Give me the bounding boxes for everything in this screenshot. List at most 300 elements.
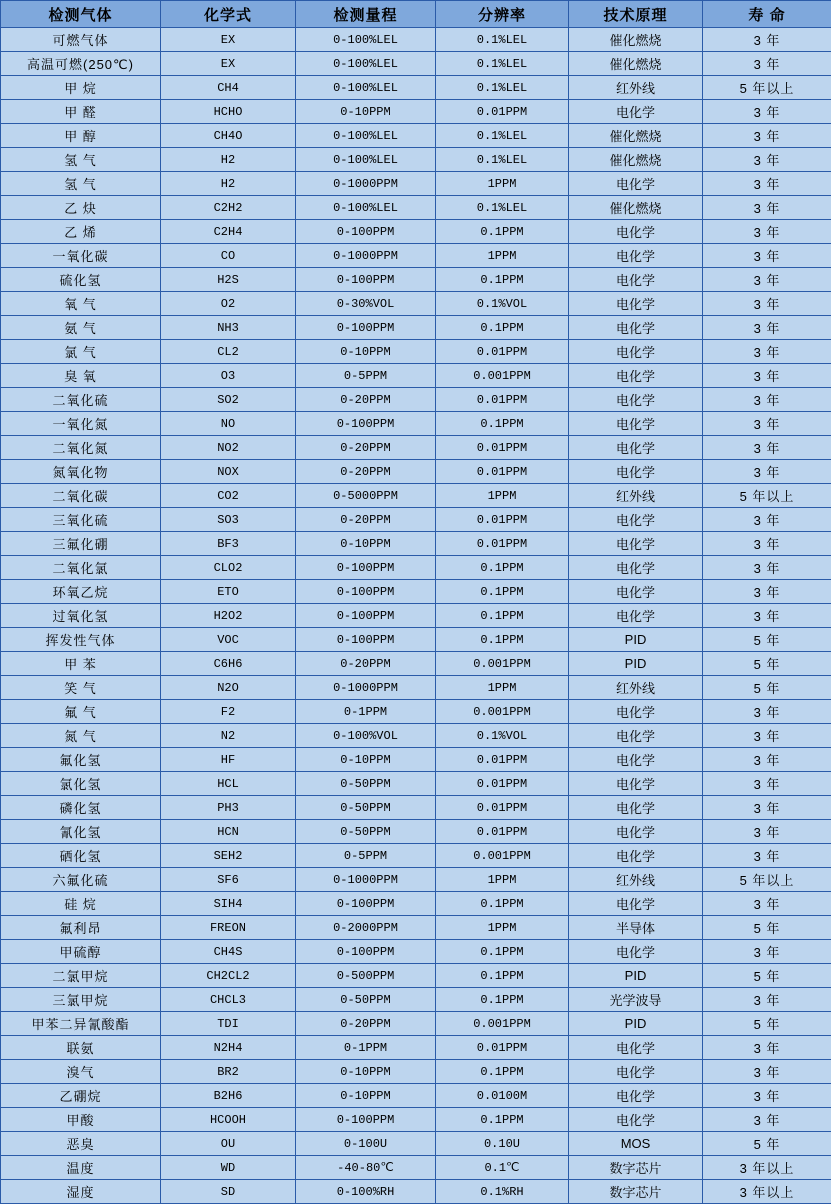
table-row: [1, 244, 831, 268]
cell-lifespan: 3 年: [703, 220, 831, 244]
cell-technology: 电化学: [569, 580, 703, 604]
cell-lifespan: 3 年: [703, 508, 831, 532]
cell-lifespan: 5 年: [703, 964, 831, 988]
cell-gas-name: 二氯甲烷: [1, 964, 161, 988]
cell-technology: 电化学: [569, 292, 703, 316]
cell-chemical-formula: CLO2: [161, 556, 296, 580]
cell-chemical-formula: WD: [161, 1156, 296, 1180]
table-row: [1, 124, 831, 148]
cell-chemical-formula: H2: [161, 148, 296, 172]
cell-gas-name: 溴气: [1, 1060, 161, 1084]
cell-technology: 数字芯片: [569, 1180, 703, 1204]
cell-gas-name: 挥发性气体: [1, 628, 161, 652]
table-row: [1, 196, 831, 220]
cell-resolution: 0.001PPM: [436, 700, 569, 724]
cell-gas-name: 六氟化硫: [1, 868, 161, 892]
table-row: [1, 628, 831, 652]
cell-lifespan: 3 年: [703, 580, 831, 604]
cell-technology: 电化学: [569, 244, 703, 268]
cell-technology: PID: [569, 1012, 703, 1036]
table-body: [1, 28, 831, 1204]
cell-technology: 电化学: [569, 772, 703, 796]
cell-resolution: 0.1PPM: [436, 556, 569, 580]
cell-detection-range: 0-100U: [296, 1132, 436, 1156]
cell-chemical-formula: SD: [161, 1180, 296, 1204]
cell-gas-name: 氨 气: [1, 316, 161, 340]
cell-resolution: 0.01PPM: [436, 388, 569, 412]
cell-technology: 电化学: [569, 268, 703, 292]
cell-technology: PID: [569, 964, 703, 988]
cell-chemical-formula: SIH4: [161, 892, 296, 916]
cell-technology: 电化学: [569, 820, 703, 844]
cell-lifespan: 3 年: [703, 556, 831, 580]
cell-detection-range: 0-100PPM: [296, 316, 436, 340]
cell-technology: 电化学: [569, 748, 703, 772]
table-row: [1, 580, 831, 604]
cell-resolution: 1PPM: [436, 676, 569, 700]
cell-technology: 电化学: [569, 436, 703, 460]
cell-gas-name: 氯 气: [1, 340, 161, 364]
cell-technology: 红外线: [569, 676, 703, 700]
cell-chemical-formula: BR2: [161, 1060, 296, 1084]
cell-technology: 电化学: [569, 1060, 703, 1084]
cell-gas-name: 氟化氢: [1, 748, 161, 772]
table-row: [1, 724, 831, 748]
column-header-chemical-formula: 化学式: [161, 1, 296, 28]
cell-technology: 电化学: [569, 508, 703, 532]
cell-gas-name: 氟 气: [1, 700, 161, 724]
cell-chemical-formula: VOC: [161, 628, 296, 652]
cell-lifespan: 3 年: [703, 724, 831, 748]
cell-detection-range: 0-100PPM: [296, 268, 436, 292]
table-row: [1, 1132, 831, 1156]
cell-resolution: 0.1PPM: [436, 940, 569, 964]
table-row: [1, 796, 831, 820]
cell-chemical-formula: N2O: [161, 676, 296, 700]
cell-technology: 红外线: [569, 868, 703, 892]
cell-technology: 电化学: [569, 388, 703, 412]
cell-technology: 催化燃烧: [569, 196, 703, 220]
cell-gas-name: 甲硫醇: [1, 940, 161, 964]
cell-gas-name: 温度: [1, 1156, 161, 1180]
cell-detection-range: 0-5PPM: [296, 364, 436, 388]
cell-technology: 电化学: [569, 724, 703, 748]
cell-technology: 电化学: [569, 700, 703, 724]
cell-lifespan: 3 年: [703, 172, 831, 196]
cell-technology: PID: [569, 652, 703, 676]
cell-lifespan: 3 年: [703, 268, 831, 292]
cell-gas-name: 高温可燃(250℃): [1, 52, 161, 76]
table-row: [1, 316, 831, 340]
cell-resolution: 0.1%LEL: [436, 196, 569, 220]
cell-gas-name: 笑 气: [1, 676, 161, 700]
cell-detection-range: 0-20PPM: [296, 508, 436, 532]
cell-gas-name: 甲 醇: [1, 124, 161, 148]
cell-gas-name: 氯化氢: [1, 772, 161, 796]
table-row: [1, 988, 831, 1012]
cell-detection-range: 0-100%LEL: [296, 124, 436, 148]
cell-technology: 电化学: [569, 364, 703, 388]
column-header-lifespan: 寿 命: [703, 1, 831, 28]
cell-resolution: 0.01PPM: [436, 460, 569, 484]
cell-technology: 电化学: [569, 220, 703, 244]
table-row: [1, 844, 831, 868]
cell-detection-range: 0-50PPM: [296, 988, 436, 1012]
cell-resolution: 0.01PPM: [436, 820, 569, 844]
cell-resolution: 0.01PPM: [436, 748, 569, 772]
cell-gas-name: 甲 苯: [1, 652, 161, 676]
column-header-technology: 技术原理: [569, 1, 703, 28]
cell-lifespan: 3 年: [703, 988, 831, 1012]
cell-gas-name: 联氨: [1, 1036, 161, 1060]
cell-lifespan: 5 年: [703, 1012, 831, 1036]
cell-detection-range: 0-100%LEL: [296, 76, 436, 100]
cell-gas-name: 甲酸: [1, 1108, 161, 1132]
table-row: [1, 28, 831, 52]
cell-detection-range: 0-100PPM: [296, 412, 436, 436]
cell-chemical-formula: C6H6: [161, 652, 296, 676]
cell-lifespan: 3 年: [703, 196, 831, 220]
cell-detection-range: 0-50PPM: [296, 820, 436, 844]
cell-technology: 电化学: [569, 604, 703, 628]
cell-detection-range: 0-500PPM: [296, 964, 436, 988]
cell-chemical-formula: CHCL3: [161, 988, 296, 1012]
table-row: [1, 892, 831, 916]
cell-technology: 电化学: [569, 340, 703, 364]
table-row: [1, 436, 831, 460]
cell-technology: 电化学: [569, 1108, 703, 1132]
cell-chemical-formula: SO2: [161, 388, 296, 412]
cell-resolution: 0.1%VOL: [436, 292, 569, 316]
cell-technology: 电化学: [569, 940, 703, 964]
cell-resolution: 0.1PPM: [436, 580, 569, 604]
cell-detection-range: 0-1PPM: [296, 1036, 436, 1060]
table-row: [1, 1108, 831, 1132]
cell-detection-range: 0-50PPM: [296, 772, 436, 796]
cell-chemical-formula: NOX: [161, 460, 296, 484]
cell-resolution: 0.1PPM: [436, 604, 569, 628]
cell-detection-range: 0-10PPM: [296, 532, 436, 556]
cell-detection-range: 0-30%VOL: [296, 292, 436, 316]
cell-gas-name: 氧 气: [1, 292, 161, 316]
cell-gas-name: 硅 烷: [1, 892, 161, 916]
cell-chemical-formula: H2O2: [161, 604, 296, 628]
table-row: [1, 172, 831, 196]
cell-gas-name: 甲苯二异氰酸酯: [1, 1012, 161, 1036]
cell-lifespan: 3 年: [703, 1036, 831, 1060]
cell-chemical-formula: FREON: [161, 916, 296, 940]
table-row: [1, 1180, 831, 1204]
cell-gas-name: 三氟化硼: [1, 532, 161, 556]
cell-lifespan: 3 年: [703, 940, 831, 964]
cell-detection-range: 0-10PPM: [296, 1084, 436, 1108]
cell-gas-name: 乙硼烷: [1, 1084, 161, 1108]
cell-lifespan: 5 年: [703, 916, 831, 940]
cell-resolution: 0.1%LEL: [436, 148, 569, 172]
cell-technology: 电化学: [569, 100, 703, 124]
table-row: [1, 940, 831, 964]
table-row: [1, 1012, 831, 1036]
table-header-row: [1, 1, 831, 28]
cell-resolution: 0.10U: [436, 1132, 569, 1156]
cell-lifespan: 3 年以上: [703, 1156, 831, 1180]
cell-resolution: 0.01PPM: [436, 436, 569, 460]
cell-technology: 电化学: [569, 460, 703, 484]
table-row: [1, 772, 831, 796]
cell-technology: MOS: [569, 1132, 703, 1156]
cell-technology: 催化燃烧: [569, 148, 703, 172]
cell-chemical-formula: EX: [161, 52, 296, 76]
cell-gas-name: 环氧乙烷: [1, 580, 161, 604]
cell-gas-name: 氮氧化物: [1, 460, 161, 484]
cell-gas-name: 一氧化氮: [1, 412, 161, 436]
cell-gas-name: 氢 气: [1, 148, 161, 172]
cell-detection-range: 0-100%RH: [296, 1180, 436, 1204]
cell-detection-range: 0-5000PPM: [296, 484, 436, 508]
table-row: [1, 748, 831, 772]
cell-resolution: 0.1%VOL: [436, 724, 569, 748]
cell-lifespan: 3 年: [703, 52, 831, 76]
table-row: [1, 556, 831, 580]
table-row: [1, 1060, 831, 1084]
cell-gas-name: 磷化氢: [1, 796, 161, 820]
cell-gas-name: 可燃气体: [1, 28, 161, 52]
cell-detection-range: 0-100PPM: [296, 628, 436, 652]
cell-resolution: 0.1PPM: [436, 628, 569, 652]
cell-gas-name: 过氧化氢: [1, 604, 161, 628]
cell-chemical-formula: ETO: [161, 580, 296, 604]
cell-technology: 数字芯片: [569, 1156, 703, 1180]
cell-lifespan: 3 年: [703, 292, 831, 316]
table-row: [1, 1156, 831, 1180]
cell-gas-name: 二氧化碳: [1, 484, 161, 508]
cell-chemical-formula: NO: [161, 412, 296, 436]
table-row: [1, 412, 831, 436]
cell-detection-range: 0-10PPM: [296, 340, 436, 364]
cell-chemical-formula: O3: [161, 364, 296, 388]
cell-lifespan: 5 年: [703, 652, 831, 676]
cell-chemical-formula: EX: [161, 28, 296, 52]
cell-resolution: 0.01PPM: [436, 532, 569, 556]
cell-detection-range: 0-1000PPM: [296, 676, 436, 700]
table-row: [1, 292, 831, 316]
cell-chemical-formula: CH2CL2: [161, 964, 296, 988]
cell-gas-name: 甲 烷: [1, 76, 161, 100]
table-row: [1, 508, 831, 532]
cell-lifespan: 3 年: [703, 340, 831, 364]
cell-lifespan: 3 年: [703, 700, 831, 724]
cell-resolution: 0.01PPM: [436, 1036, 569, 1060]
cell-detection-range: 0-100PPM: [296, 580, 436, 604]
cell-lifespan: 5 年: [703, 676, 831, 700]
cell-gas-name: 甲 醛: [1, 100, 161, 124]
cell-detection-range: 0-1000PPM: [296, 172, 436, 196]
cell-resolution: 0.1PPM: [436, 316, 569, 340]
cell-chemical-formula: O2: [161, 292, 296, 316]
cell-lifespan: 3 年: [703, 436, 831, 460]
cell-gas-name: 氟利昂: [1, 916, 161, 940]
column-header-resolution: 分辨率: [436, 1, 569, 28]
cell-gas-name: 恶臭: [1, 1132, 161, 1156]
cell-detection-range: 0-20PPM: [296, 460, 436, 484]
table-row: [1, 148, 831, 172]
cell-gas-name: 臭 氧: [1, 364, 161, 388]
cell-detection-range: 0-1000PPM: [296, 244, 436, 268]
cell-lifespan: 3 年: [703, 244, 831, 268]
cell-resolution: 0.1%LEL: [436, 28, 569, 52]
table-row: [1, 52, 831, 76]
cell-chemical-formula: HCN: [161, 820, 296, 844]
table-row: [1, 484, 831, 508]
cell-resolution: 0.1%LEL: [436, 52, 569, 76]
cell-detection-range: 0-5PPM: [296, 844, 436, 868]
cell-technology: 电化学: [569, 1036, 703, 1060]
cell-lifespan: 3 年: [703, 100, 831, 124]
table-row: [1, 220, 831, 244]
cell-chemical-formula: HF: [161, 748, 296, 772]
cell-resolution: 0.001PPM: [436, 844, 569, 868]
cell-chemical-formula: NO2: [161, 436, 296, 460]
cell-detection-range: 0-20PPM: [296, 388, 436, 412]
cell-resolution: 0.1PPM: [436, 1108, 569, 1132]
cell-detection-range: 0-10PPM: [296, 748, 436, 772]
cell-resolution: 0.1PPM: [436, 268, 569, 292]
cell-gas-name: 二氧化氮: [1, 436, 161, 460]
cell-lifespan: 5 年: [703, 1132, 831, 1156]
cell-detection-range: 0-100%VOL: [296, 724, 436, 748]
cell-chemical-formula: CO2: [161, 484, 296, 508]
cell-chemical-formula: HCOOH: [161, 1108, 296, 1132]
cell-detection-range: 0-2000PPM: [296, 916, 436, 940]
cell-lifespan: 3 年: [703, 1084, 831, 1108]
cell-detection-range: 0-100%LEL: [296, 148, 436, 172]
table-row: [1, 532, 831, 556]
cell-gas-name: 硫化氢: [1, 268, 161, 292]
cell-chemical-formula: HCL: [161, 772, 296, 796]
cell-detection-range: -40-80℃: [296, 1156, 436, 1180]
cell-resolution: 1PPM: [436, 916, 569, 940]
cell-chemical-formula: CH4O: [161, 124, 296, 148]
cell-lifespan: 5 年以上: [703, 76, 831, 100]
table-row: [1, 100, 831, 124]
cell-lifespan: 3 年: [703, 844, 831, 868]
cell-gas-name: 乙 烯: [1, 220, 161, 244]
cell-resolution: 0.01PPM: [436, 100, 569, 124]
cell-lifespan: 3 年: [703, 748, 831, 772]
cell-chemical-formula: SF6: [161, 868, 296, 892]
table-row: [1, 340, 831, 364]
cell-technology: 催化燃烧: [569, 52, 703, 76]
cell-chemical-formula: CH4S: [161, 940, 296, 964]
cell-gas-name: 氰化氢: [1, 820, 161, 844]
cell-technology: 电化学: [569, 532, 703, 556]
cell-resolution: 0.1PPM: [436, 1060, 569, 1084]
cell-technology: PID: [569, 628, 703, 652]
cell-detection-range: 0-10PPM: [296, 1060, 436, 1084]
table-row: [1, 916, 831, 940]
cell-lifespan: 3 年: [703, 604, 831, 628]
cell-chemical-formula: OU: [161, 1132, 296, 1156]
cell-lifespan: 3 年: [703, 1108, 831, 1132]
cell-chemical-formula: CL2: [161, 340, 296, 364]
table-header: [1, 1, 831, 28]
column-header-gas-name: 检测气体: [1, 1, 161, 28]
cell-lifespan: 5 年: [703, 628, 831, 652]
cell-chemical-formula: N2: [161, 724, 296, 748]
cell-detection-range: 0-100%LEL: [296, 28, 436, 52]
cell-chemical-formula: C2H4: [161, 220, 296, 244]
cell-technology: 电化学: [569, 892, 703, 916]
cell-lifespan: 3 年: [703, 532, 831, 556]
cell-technology: 电化学: [569, 1084, 703, 1108]
cell-resolution: 0.1PPM: [436, 220, 569, 244]
cell-technology: 电化学: [569, 556, 703, 580]
column-header-detection-range: 检测量程: [296, 1, 436, 28]
cell-lifespan: 3 年: [703, 460, 831, 484]
cell-technology: 电化学: [569, 316, 703, 340]
cell-detection-range: 0-100%LEL: [296, 196, 436, 220]
cell-detection-range: 0-20PPM: [296, 436, 436, 460]
table-row: [1, 964, 831, 988]
cell-chemical-formula: H2: [161, 172, 296, 196]
cell-resolution: 0.01PPM: [436, 796, 569, 820]
cell-lifespan: 3 年: [703, 388, 831, 412]
cell-detection-range: 0-20PPM: [296, 652, 436, 676]
cell-resolution: 0.1℃: [436, 1156, 569, 1180]
cell-resolution: 1PPM: [436, 484, 569, 508]
cell-chemical-formula: C2H2: [161, 196, 296, 220]
cell-resolution: 0.001PPM: [436, 1012, 569, 1036]
cell-lifespan: 3 年: [703, 820, 831, 844]
cell-lifespan: 3 年: [703, 1060, 831, 1084]
cell-lifespan: 3 年: [703, 892, 831, 916]
cell-detection-range: 0-1000PPM: [296, 868, 436, 892]
cell-technology: 红外线: [569, 484, 703, 508]
cell-chemical-formula: SO3: [161, 508, 296, 532]
cell-chemical-formula: N2H4: [161, 1036, 296, 1060]
cell-lifespan: 3 年以上: [703, 1180, 831, 1204]
cell-gas-name: 乙 炔: [1, 196, 161, 220]
cell-resolution: 0.1PPM: [436, 988, 569, 1012]
cell-detection-range: 0-100PPM: [296, 940, 436, 964]
cell-chemical-formula: H2S: [161, 268, 296, 292]
cell-resolution: 0.01PPM: [436, 772, 569, 796]
cell-gas-name: 氮 气: [1, 724, 161, 748]
cell-resolution: 0.1PPM: [436, 964, 569, 988]
cell-detection-range: 0-100%LEL: [296, 52, 436, 76]
cell-resolution: 0.1%LEL: [436, 76, 569, 100]
cell-technology: 电化学: [569, 796, 703, 820]
cell-lifespan: 3 年: [703, 148, 831, 172]
cell-technology: 电化学: [569, 412, 703, 436]
table-row: [1, 868, 831, 892]
table-row: [1, 676, 831, 700]
cell-technology: 电化学: [569, 172, 703, 196]
table-row: [1, 604, 831, 628]
cell-gas-name: 二氧化硫: [1, 388, 161, 412]
cell-detection-range: 0-100PPM: [296, 1108, 436, 1132]
cell-chemical-formula: B2H6: [161, 1084, 296, 1108]
cell-resolution: 0.1%RH: [436, 1180, 569, 1204]
cell-gas-name: 湿度: [1, 1180, 161, 1204]
cell-chemical-formula: BF3: [161, 532, 296, 556]
table-row: [1, 76, 831, 100]
cell-detection-range: 0-100PPM: [296, 556, 436, 580]
table-row: [1, 388, 831, 412]
table-row: [1, 268, 831, 292]
cell-resolution: 1PPM: [436, 172, 569, 196]
table-row: [1, 460, 831, 484]
